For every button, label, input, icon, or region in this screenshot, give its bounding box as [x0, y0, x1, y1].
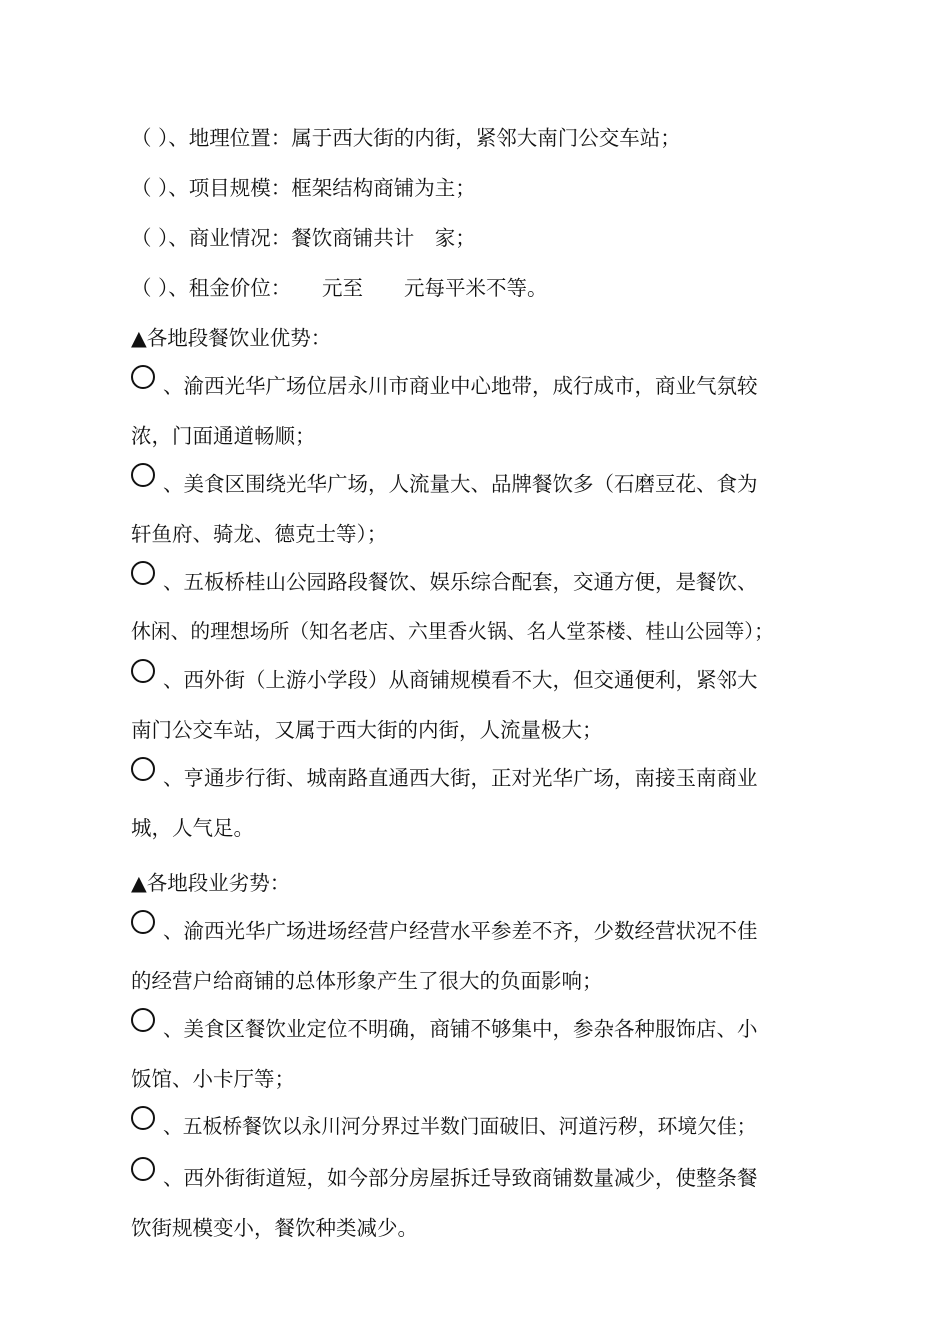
circle-bullet-icon: [131, 910, 155, 934]
circle-bullet-icon: [131, 1106, 155, 1130]
advantage-line-1: 、美食区围绕光华广场，人流量大、品牌餐饮多（石磨豆花、食为: [163, 472, 758, 496]
scale-item: （ ）、项目规模：框架结构商铺为主；: [131, 176, 476, 200]
disadvantage-line-1: 、美食区餐饮业定位不明确，商铺不够集中，参杂各种服饰店、小: [163, 1017, 758, 1041]
circle-bullet-icon: [131, 1157, 155, 1181]
circle-bullet-icon: [131, 757, 155, 781]
rent-item: （ ）、租金价位： 元至 元每平米不等。: [131, 276, 548, 300]
business-item: （ ）、商业情况：餐饮商铺共计 家；: [131, 226, 476, 250]
advantage-line-2: 浓，门面通道畅顺；: [131, 424, 316, 448]
disadvantage-line-1: 、五板桥餐饮以永川河分界过半数门面破旧、河道污秽，环境欠佳；: [163, 1115, 757, 1138]
advantage-line-1: 、渝西光华广场位居永川市商业中心地带，成行成市，商业气氛较: [163, 374, 758, 398]
advantage-line-1: 、五板桥桂山公园路段餐饮、娱乐综合配套，交通方便，是餐饮、: [163, 570, 758, 594]
advantage-line-2: 南门公交车站，又属于西大街的内街，人流量极大；: [131, 718, 603, 742]
circle-bullet-icon: [131, 463, 155, 487]
advantage-line-1: 、西外街（上游小学段）从商铺规模看不大，但交通便利，紧邻大: [163, 668, 758, 692]
advantage-line-2: 休闲、的理想场所（知名老店、六里香火锅、名人堂茶楼、桂山公园等）；: [131, 620, 774, 643]
disadvantage-line-2: 饭馆、小卡厅等；: [131, 1067, 295, 1091]
circle-bullet-icon: [131, 561, 155, 585]
disadvantage-line-1: 、渝西光华广场进场经营户经营水平参差不齐，少数经营状况不佳: [163, 919, 758, 943]
circle-bullet-icon: [131, 365, 155, 389]
disadvantage-line-2: 的经营户给商铺的总体形象产生了很大的负面影响；: [131, 969, 603, 993]
disadvantage-line-2: 饮街规模变小，餐饮种类减少。: [131, 1216, 418, 1240]
location-item: （ ）、地理位置：属于西大街的内街，紧邻大南门公交车站；: [131, 126, 681, 150]
advantage-line-2: 轩鱼府、骑龙、德克士等）；: [131, 522, 388, 546]
disadvantage-line-1: 、西外街街道短，如今部分房屋拆迁导致商铺数量减少，使整条餐: [163, 1166, 758, 1190]
advantages-heading: ▲各地段餐饮业优势：: [131, 326, 332, 350]
disadvantages-heading: ▲各地段业劣势：: [131, 871, 291, 895]
circle-bullet-icon: [131, 659, 155, 683]
advantage-line-2: 城，人气足。: [131, 816, 254, 840]
advantage-line-1: 、亨通步行街、城南路直通西大街，正对光华广场，南接玉南商业: [163, 766, 758, 790]
circle-bullet-icon: [131, 1008, 155, 1032]
